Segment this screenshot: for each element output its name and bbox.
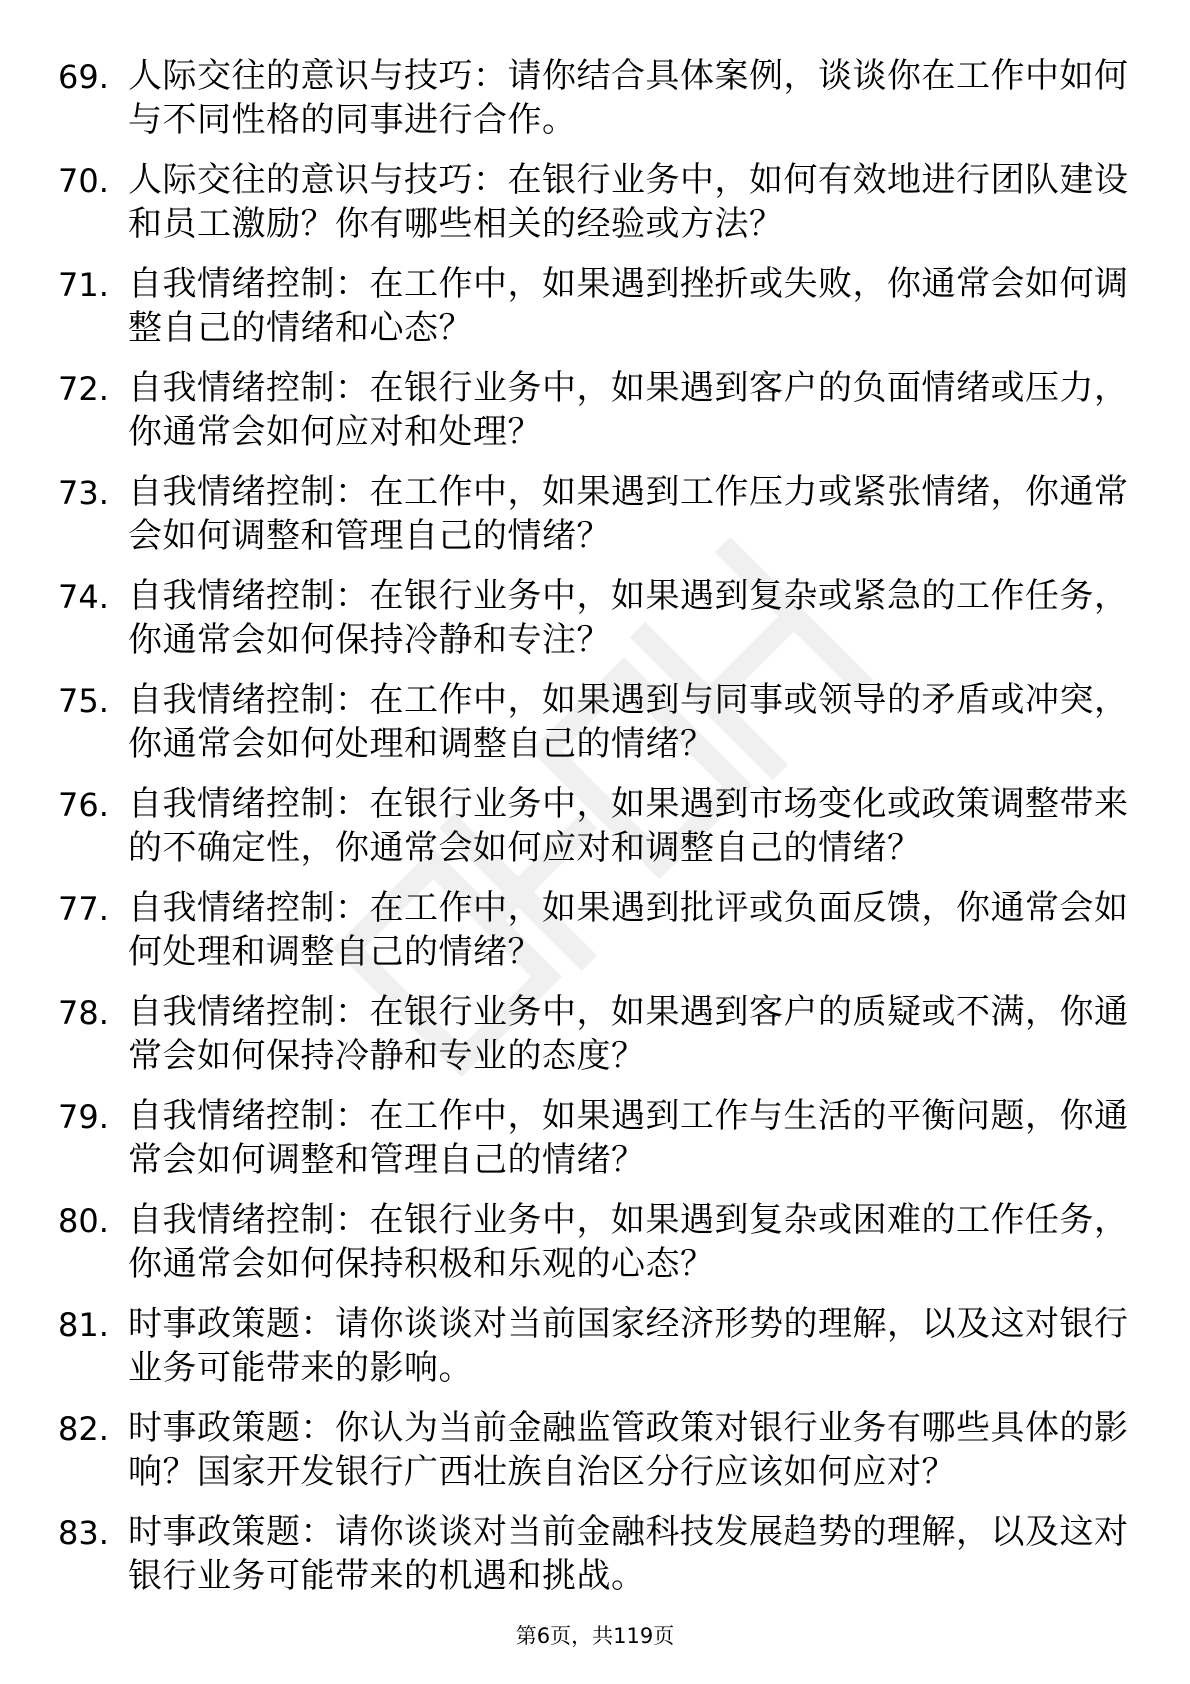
question-text: 时事政策题：请你谈谈对当前金融科技发展趋势的理解，以及这对银行业务可能带来的机遇和挑战。	[128, 1512, 1129, 1596]
question-item	[58, 1198, 1138, 1302]
question-item	[58, 1510, 1138, 1614]
question-number: 80.	[58, 1202, 109, 1240]
question-text: 自我情绪控制：在银行业务中，如果遇到客户的质疑或不满，你通常会如何保持冷静和专业的态度？	[128, 992, 1129, 1076]
question-text: 自我情绪控制：在银行业务中，如果遇到复杂或困难的工作任务，你通常会如何保持积极和乐观的心态？	[128, 1200, 1129, 1284]
question-item	[58, 782, 1138, 886]
question-text: 时事政策题：请你谈谈对当前国家经济形势的理解，以及这对银行业务可能带来的影响。	[128, 1304, 1129, 1388]
question-text: 自我情绪控制：在银行业务中，如果遇到客户的负面情绪或压力，你通常会如何应对和处理？	[128, 368, 1129, 452]
page-number-label: 第6页，共119页	[515, 1624, 675, 1648]
question-number: 76.	[58, 786, 109, 824]
question-number: 82.	[58, 1410, 109, 1448]
question-item	[58, 158, 1138, 262]
question-number: 79.	[58, 1098, 109, 1136]
question-text: 自我情绪控制：在工作中，如果遇到工作压力或紧张情绪，你通常会如何调整和管理自己的情绪？	[128, 472, 1129, 556]
question-item	[58, 1302, 1138, 1406]
question-item	[58, 262, 1138, 366]
question-number: 83.	[58, 1514, 109, 1552]
question-item	[58, 1406, 1138, 1510]
question-number: 81.	[58, 1306, 109, 1344]
question-list	[58, 54, 1138, 1614]
question-item	[58, 678, 1138, 782]
question-number: 72.	[58, 370, 109, 408]
question-item	[58, 1094, 1138, 1198]
question-item	[58, 990, 1138, 1094]
question-number: 75.	[58, 682, 109, 720]
question-number: 69.	[58, 58, 109, 96]
question-text: 自我情绪控制：在工作中，如果遇到工作与生活的平衡问题，你通常会如何调整和管理自己的情绪？	[128, 1096, 1129, 1180]
question-text: 人际交往的意识与技巧：在银行业务中，如何有效地进行团队建设和员工激励？你有哪些相关的经验或方法？	[128, 160, 1129, 244]
question-item	[58, 886, 1138, 990]
question-number: 70.	[58, 162, 109, 200]
question-item	[58, 366, 1138, 470]
question-number: 77.	[58, 890, 109, 928]
question-text: 人际交往的意识与技巧：请你结合具体案例，谈谈你在工作中如何与不同性格的同事进行合作。	[128, 56, 1129, 140]
question-number: 71.	[58, 266, 109, 304]
question-text: 时事政策题：你认为当前金融监管政策对银行业务有哪些具体的影响？国家开发银行广西壮族自治区分行应该如何应对？	[128, 1408, 1129, 1492]
question-text: 自我情绪控制：在工作中，如果遇到批评或负面反馈，你通常会如何处理和调整自己的情绪？	[128, 888, 1129, 972]
question-text: 自我情绪控制：在银行业务中，如果遇到市场变化或政策调整带来的不确定性，你通常会如何应对和调整自己的情绪？	[128, 784, 1129, 868]
question-text: 自我情绪控制：在工作中，如果遇到与同事或领导的矛盾或冲突，你通常会如何处理和调整自己的情绪？	[128, 680, 1129, 764]
question-item	[58, 470, 1138, 574]
question-number: 78.	[58, 994, 109, 1032]
page-footer	[0, 1622, 1190, 1650]
question-text: 自我情绪控制：在银行业务中，如果遇到复杂或紧急的工作任务，你通常会如何保持冷静和专注？	[128, 576, 1129, 660]
question-item	[58, 54, 1138, 158]
question-number: 73.	[58, 474, 109, 512]
question-number: 74.	[58, 578, 109, 616]
question-text: 自我情绪控制：在工作中，如果遇到挫折或失败，你通常会如何调整自己的情绪和心态？	[128, 264, 1129, 348]
question-item	[58, 574, 1138, 678]
